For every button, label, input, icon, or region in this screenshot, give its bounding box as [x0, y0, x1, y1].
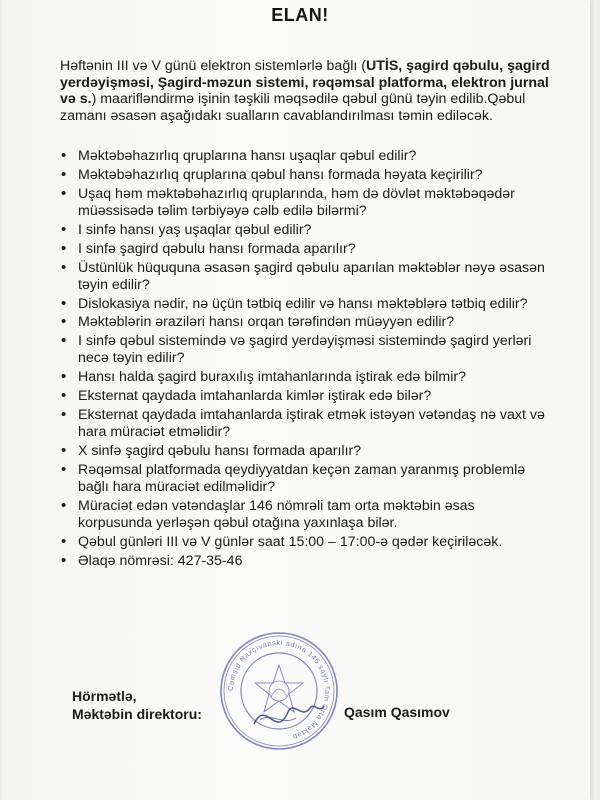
list-item: • Əlaqə nömrəsi: 427-35-46: [60, 553, 550, 570]
emblem-star-icon: [255, 665, 303, 712]
list-item: • Hansı halda şagird buraxılış imtahanlarında iştirak edə bilmir?: [60, 369, 550, 386]
list-item: • Üstünlük hüququna əsasən şagird qəbulu aparılan məktəblər nəyə əsasən təyin edilir?: [60, 260, 550, 294]
signature-block: [72, 687, 202, 723]
list-item: • Eksternat qaydada imtahanlarda kimlər iştirak edə bilər?: [60, 388, 550, 405]
page-title: ELAN!: [271, 5, 329, 25]
stamp-ring-text: Cəmşid Naxçıvanski adına 146 saylı Tam Orta Məktəb: [225, 637, 333, 742]
list-item: • Məktəbəhazırlıq qruplarına hansı uşaqlar qəbul edilir?: [60, 148, 550, 165]
intro-paragraph: [60, 58, 550, 124]
list-item: • I sinfə hansı yaş uşaqlar qəbul edilir?: [60, 222, 550, 239]
school-stamp-seal: [216, 628, 342, 754]
list-item: • I sinfə qəbul sistemində və şagird yerdəyişməsi sistemində şagird yerləri necə təyin edilir?: [60, 333, 550, 367]
intro-text-2: ) maarifləndirmə işinin təşkili məqsədilə qəbul günü təyin edilib.Qəbul zamanı əsasən aşağıdakı sualların cavablandırılması təmin ediləcək.: [60, 91, 526, 124]
list-item: • Dislokasiya nədir, nə üçün tətbiq edilir və hansı məktəblərə tətbiq edilir?: [60, 296, 550, 313]
question-list: [60, 148, 550, 572]
list-item: • Qəbul günləri III və V günlər saat 15:00 – 17:00-ə qədər keçiriləcək.: [60, 534, 550, 551]
intro-text-1: Həftənin III və V günü elektron sistemlərlə bağlı (: [60, 58, 366, 74]
list-item: • Müraciət edən vətəndaşlar 146 nömrəli tam orta məktəbin əsas korpusunda yerləşən qəbul otağına yaxınlaşa bilər.: [60, 498, 550, 532]
list-item: • Eksternat qaydada imtahanlarda iştirak etmək istəyən vətəndaş nə vaxt və hara müraciət etməlidir?: [60, 407, 550, 441]
director-title: Məktəbin direktoru:: [72, 706, 202, 722]
intro-systems-list: UTİS, şagird qəbulu, şagird yerdəyişməsi, Şagird-məzun sistemi, rəqəmsal platforma, elektron jurnal və s.: [60, 58, 550, 108]
list-item: • Rəqəmsal platformada qeydiyyatdan keçən zaman yaranmış problemlə bağlı hara müraciət edilməlidir?: [60, 462, 550, 496]
list-item: • Məktəbəhazırlıq qruplarına qəbul hansı formada həyata keçirilir?: [60, 167, 550, 184]
list-item: • X sinfə şagird qəbulu hansı formada aparılır?: [60, 443, 550, 460]
director-name: Qasım Qasımov: [344, 704, 450, 720]
list-item: • I sinfə şagird qəbulu hansı formada aparılır?: [60, 241, 550, 258]
list-item: • Uşaq həm məktəbəhazırlıq qruplarında, həm də dövlət məktəbəqədər müəssisədə təlim tərbiyəyə cəlb edilə bilərmi?: [60, 186, 550, 220]
list-item: • Məktəblərin əraziləri hansı orqan tərəfindən müəyyən edilir?: [60, 314, 550, 331]
closing-regards: Hörmətlə,: [72, 688, 137, 704]
